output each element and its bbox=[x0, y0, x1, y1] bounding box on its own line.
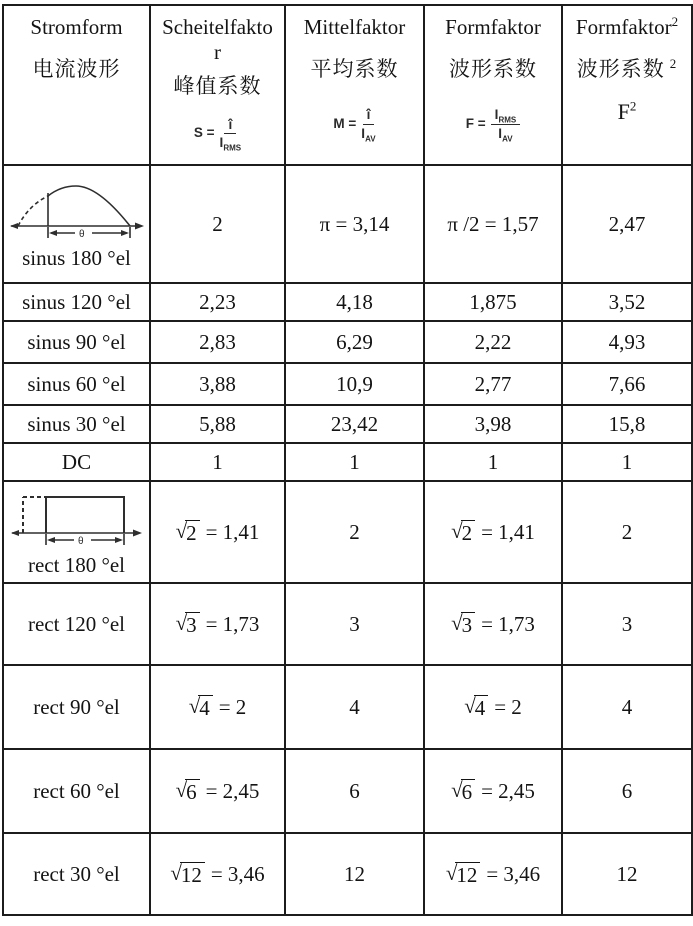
value-cell: 2,47 bbox=[562, 165, 692, 283]
value-cell: 3 bbox=[285, 583, 424, 665]
value-cell: √ 4 = 2 bbox=[150, 665, 285, 749]
value-cell: √ 3 = 1,73 bbox=[424, 583, 562, 665]
row-label: rect 60 °el bbox=[3, 749, 150, 833]
table-row bbox=[3, 363, 692, 405]
table-row bbox=[3, 833, 692, 915]
row-label: rect 30 °el bbox=[3, 833, 150, 915]
theta-label: θ bbox=[77, 535, 84, 547]
sqrt-expression: √ 2 bbox=[451, 520, 475, 544]
sqrt-expression: √ 3 bbox=[451, 612, 475, 636]
value-cell: 3,52 bbox=[562, 283, 692, 321]
fraction: $\frac{I_{RMS}}{I_{AV}}$ bbox=[491, 108, 521, 140]
value-cell: 1 bbox=[285, 443, 424, 481]
document-sheet bbox=[2, 4, 693, 916]
header-mittelfaktor bbox=[285, 5, 424, 165]
table-row bbox=[3, 165, 692, 283]
value-cell: 2 bbox=[285, 481, 424, 583]
sqrt-expression: √ 4 bbox=[464, 695, 488, 719]
sqrt-icon: √ bbox=[451, 518, 463, 543]
sqrt-expression: √ 2 bbox=[176, 520, 200, 544]
table-row bbox=[3, 321, 692, 363]
value-cell: 4 bbox=[285, 665, 424, 749]
row-label: sinus 60 °el bbox=[3, 363, 150, 405]
value-cell: 2,22 bbox=[424, 321, 562, 363]
value-cell: π = 3,14 bbox=[285, 165, 424, 283]
value-cell: √ 6 = 2,45 bbox=[150, 749, 285, 833]
sqrt-icon: √ bbox=[175, 610, 188, 635]
header-title: Mittelfaktor bbox=[303, 15, 406, 39]
sqrt-icon: √ bbox=[451, 610, 463, 635]
header-subtitle-cn: 峰值系数 bbox=[173, 74, 262, 99]
formfaktor-squared-symbol: $F^2$ bbox=[617, 99, 637, 125]
value-cell: 7,66 bbox=[562, 363, 692, 405]
value-cell: 3,88 bbox=[150, 363, 285, 405]
sqrt-expression: √ 12 bbox=[170, 862, 205, 886]
value-cell: √ 12 = 3,46 bbox=[150, 833, 285, 915]
header-scheitelfaktor bbox=[150, 5, 285, 165]
half-sine-waveform-icon bbox=[8, 181, 146, 243]
sqrt-icon: √ bbox=[175, 777, 188, 802]
table-row bbox=[3, 405, 692, 443]
row-label: DC bbox=[3, 443, 150, 481]
sqrt-expression: √ 6 bbox=[176, 779, 200, 803]
table-row bbox=[3, 283, 692, 321]
row-label: rect 90 °el bbox=[3, 665, 150, 749]
value-cell: 1,875 bbox=[424, 283, 562, 321]
sqrt-expression: √ 6 bbox=[451, 779, 475, 803]
value-cell: √ 3 = 1,73 bbox=[150, 583, 285, 665]
formfaktor-formula: F = $\frac{I_{RMS}}{I_{AV}}$ bbox=[466, 108, 520, 140]
row-label: sinus 120 °el bbox=[3, 283, 150, 321]
value-cell: 4,93 bbox=[562, 321, 692, 363]
value-cell: 6 bbox=[285, 749, 424, 833]
value-cell: 3,98 bbox=[424, 405, 562, 443]
value-cell: 15,8 bbox=[562, 405, 692, 443]
row-label: sinus 180 °el bbox=[22, 245, 131, 270]
value-cell: 23,42 bbox=[285, 405, 424, 443]
fraction: $\frac{î}{I_{AV}}$ bbox=[361, 107, 376, 144]
value-cell: 1 bbox=[424, 443, 562, 481]
scheitelfaktor-formula: S = $\frac{î}{I_{RMS}}$ bbox=[193, 116, 242, 153]
value-cell: 12 bbox=[562, 833, 692, 915]
value-cell: 5,88 bbox=[150, 405, 285, 443]
value-cell: π /2 = 1,57 bbox=[424, 165, 562, 283]
row-label: sinus 90 °el bbox=[3, 321, 150, 363]
row-label-cell bbox=[3, 481, 150, 583]
table-row bbox=[3, 443, 692, 481]
value-cell: √ 4 = 2 bbox=[424, 665, 562, 749]
value-cell: 2 bbox=[562, 481, 692, 583]
value-cell: 3 bbox=[562, 583, 692, 665]
mittelfaktor-formula: M = $\frac{î}{I_{AV}}$ bbox=[333, 107, 376, 144]
header-title: Formfaktor$^2$ bbox=[575, 14, 679, 39]
waveform-factor-table bbox=[2, 4, 693, 916]
header-formfaktor bbox=[424, 5, 562, 165]
value-cell: 6 bbox=[562, 749, 692, 833]
value-cell: 6,29 bbox=[285, 321, 424, 363]
value-cell: √ 2 = 1,41 bbox=[150, 481, 285, 583]
sqrt-icon: √ bbox=[188, 693, 201, 718]
value-cell: 2,23 bbox=[150, 283, 285, 321]
header-subtitle-cn: 电流波形 bbox=[32, 57, 121, 82]
sqrt-expression: √ 4 bbox=[189, 695, 213, 719]
value-cell: 2 bbox=[150, 165, 285, 283]
header-subtitle-cn: 波形系数 bbox=[449, 57, 537, 82]
sqrt-icon: √ bbox=[451, 777, 463, 802]
value-cell: 2,77 bbox=[424, 363, 562, 405]
value-cell: 1 bbox=[562, 443, 692, 481]
fraction: $\frac{î}{I_{RMS}}$ bbox=[219, 116, 242, 153]
rect-pulse-waveform-icon bbox=[8, 490, 146, 550]
sqrt-icon: √ bbox=[464, 693, 476, 718]
sqrt-icon: √ bbox=[175, 518, 188, 543]
value-cell: √ 12 = 3,46 bbox=[424, 833, 562, 915]
table-row bbox=[3, 481, 692, 583]
sqrt-expression: √ 3 bbox=[176, 612, 200, 636]
row-label-cell bbox=[3, 165, 150, 283]
value-cell: 10,9 bbox=[285, 363, 424, 405]
value-cell: √ 2 = 1,41 bbox=[424, 481, 562, 583]
header-title: Formfaktor bbox=[445, 15, 541, 39]
header-subtitle-cn: 平均系数 bbox=[310, 57, 399, 82]
value-cell: √ 6 = 2,45 bbox=[424, 749, 562, 833]
header-title: Scheitelfakto r bbox=[162, 15, 273, 65]
header-subtitle-cn: 波形系数 $^2$ bbox=[576, 56, 678, 82]
sqrt-icon: √ bbox=[170, 860, 182, 885]
row-label: sinus 30 °el bbox=[3, 405, 150, 443]
value-cell: 12 bbox=[285, 833, 424, 915]
theta-label: θ bbox=[78, 228, 85, 240]
row-label: rect 120 °el bbox=[3, 583, 150, 665]
table-row bbox=[3, 665, 692, 749]
row-label: rect 180 °el bbox=[27, 552, 126, 577]
sqrt-icon: √ bbox=[445, 860, 458, 885]
table-row bbox=[3, 749, 692, 833]
value-cell: 4,18 bbox=[285, 283, 424, 321]
header-formfaktor-squared bbox=[562, 5, 692, 165]
sqrt-expression: √ 12 bbox=[446, 862, 481, 886]
header-stromform bbox=[3, 5, 150, 165]
value-cell: 1 bbox=[150, 443, 285, 481]
header-title: Stromform bbox=[30, 15, 123, 39]
value-cell: 2,83 bbox=[150, 321, 285, 363]
value-cell: 4 bbox=[562, 665, 692, 749]
table-row bbox=[3, 583, 692, 665]
header-row bbox=[3, 5, 692, 165]
